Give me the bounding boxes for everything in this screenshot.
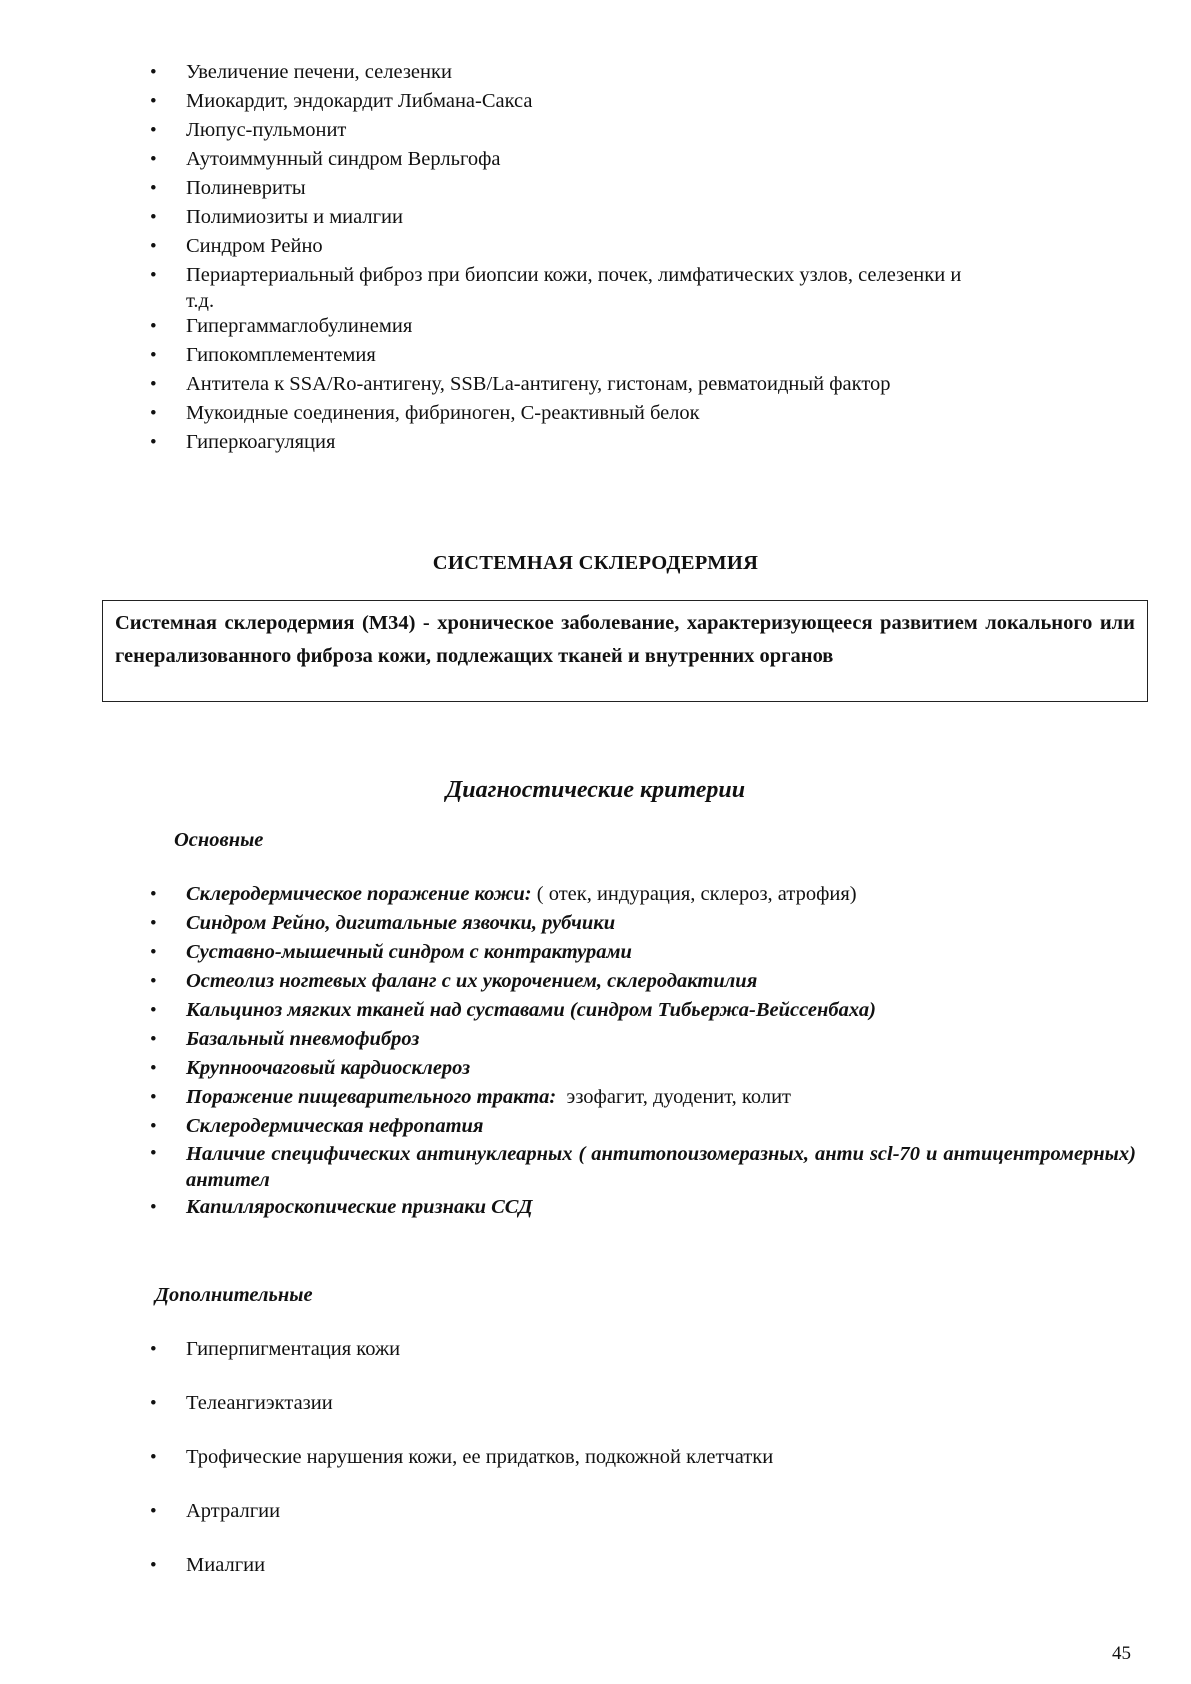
criteria-item	[150, 938, 1136, 967]
main-criteria-list	[150, 880, 1136, 1222]
criteria-item-emphasis: Синдром Рейно, дигитальные язвочки, рубчики	[186, 912, 616, 934]
criteria-item	[150, 967, 1136, 996]
bullet-icon: •	[150, 91, 157, 112]
criteria-item-emphasis: Базальный пневмофиброз	[186, 1028, 420, 1050]
bullet-icon: •	[150, 1339, 157, 1360]
criteria-item-emphasis: Склеродермическое поражение кожи:	[186, 883, 532, 905]
list-item-text: Синдром Рейно	[186, 235, 323, 257]
criteria-item-emphasis: Поражение пищеварительного тракта:	[186, 1086, 557, 1108]
list-item-text: Полиневриты	[186, 177, 306, 199]
bullet-icon: •	[150, 403, 157, 424]
criteria-item	[150, 1193, 1136, 1222]
criteria-item-text: Трофические нарушения кожи, ее придатков, подкожной клетчатки	[186, 1446, 774, 1468]
list-item	[150, 174, 1136, 203]
main-criteria-heading: Основные	[174, 829, 264, 851]
list-item	[150, 145, 1136, 174]
criteria-item-text: ( отек, индурация, склероз, атрофия)	[531, 883, 857, 905]
bullet-icon: •	[150, 178, 157, 199]
criteria-item-emphasis: Наличие специфических антинуклеарных ( антитопоизомеразных, анти scl-70 и антицентромерных) антител	[186, 1143, 1136, 1191]
criteria-item-text: эзофагит, дуоденит, колит	[556, 1086, 791, 1108]
criteria-item	[150, 1083, 1136, 1112]
list-item	[150, 87, 1136, 116]
list-item	[150, 203, 1136, 232]
list-item-text: Гипокомплементемия	[186, 344, 376, 366]
bullet-icon: •	[150, 942, 157, 963]
definition-box: Системная склеродермия (М34) - хроническое заболевание, характеризующееся развитием локального или генерализованного фиброза кожи, подлежащих тканей и внутренних органов	[102, 600, 1148, 702]
list-item-text: Периартериальный фиброз при биопсии кожи, почек, лимфатических узлов, селезенки и	[186, 264, 962, 286]
criteria-item	[150, 1141, 1136, 1193]
criteria-item	[150, 1025, 1136, 1054]
list-item-continuation: т.д.	[186, 290, 215, 312]
bullet-icon: •	[150, 374, 157, 395]
list-item-text: Миокардит, эндокардит Либмана-Сакса	[186, 90, 533, 112]
list-item	[150, 341, 1136, 370]
bullet-icon: •	[150, 1000, 157, 1021]
list-item-text: Антитела к SSA/Ro-антигену, SSB/La-антигену, гистонам, ревматоидный фактор	[186, 373, 891, 395]
list-item-text: Гиперкоагуляция	[186, 431, 336, 453]
criteria-item	[150, 880, 1136, 909]
criteria-item	[150, 1497, 1136, 1526]
page-number: 45	[1112, 1643, 1131, 1664]
bullet-icon: •	[150, 265, 157, 286]
criteria-item	[150, 909, 1136, 938]
bullet-icon: •	[150, 1393, 157, 1414]
bullet-icon: •	[150, 207, 157, 228]
section-title: СИСТЕМНАЯ СКЛЕРОДЕРМИЯ	[432, 552, 759, 574]
list-item	[150, 116, 1136, 145]
bullet-icon: •	[150, 432, 157, 453]
criteria-item-emphasis: Капилляроскопические признаки ССД	[186, 1196, 533, 1218]
bullet-icon: •	[150, 62, 157, 83]
criteria-item	[150, 1443, 1136, 1472]
criteria-item	[150, 1112, 1136, 1141]
criteria-item	[150, 1054, 1136, 1083]
criteria-item-emphasis: Остеолиз ногтевых фаланг с их укорочением, склеродактилия	[186, 970, 758, 992]
list-item	[150, 370, 1136, 399]
bullet-icon: •	[150, 1447, 157, 1468]
criteria-item	[150, 1335, 1136, 1364]
bullet-icon: •	[150, 1087, 157, 1108]
criteria-item-emphasis: Суставно-мышечный синдром с контрактурами	[186, 941, 632, 963]
bullet-icon: •	[150, 913, 157, 934]
criteria-item-emphasis: Крупноочаговый кардиосклероз	[186, 1057, 471, 1079]
list-item	[150, 261, 1136, 312]
criteria-item-text: Гиперпигментация кожи	[186, 1338, 401, 1360]
list-item-text: Гипергаммаглобулинемия	[186, 315, 413, 337]
list-item-text: Люпус-пульмонит	[186, 119, 347, 141]
bullet-icon: •	[150, 345, 157, 366]
bullet-icon: •	[150, 884, 157, 905]
list-item	[150, 58, 1136, 87]
list-item-text: Полимиозиты и миалгии	[186, 206, 404, 228]
bullet-icon: •	[150, 120, 157, 141]
criteria-item-text: Телеангиэктазии	[186, 1392, 333, 1414]
list-item-text: Мукоидные соединения, фибриноген, С-реактивный белок	[186, 402, 700, 424]
bullet-icon: •	[150, 1143, 157, 1164]
criteria-item-text: Миалгии	[186, 1554, 266, 1576]
extra-criteria-list	[150, 1335, 1136, 1605]
findings-list	[150, 58, 1136, 457]
criteria-item-emphasis: Склеродермическая нефропатия	[186, 1115, 484, 1137]
criteria-item	[150, 996, 1136, 1025]
bullet-icon: •	[150, 971, 157, 992]
list-item	[150, 312, 1136, 341]
criteria-item-emphasis: Кальциноз мягких тканей над суставами (синдром Тибьержа-Вейссенбаха)	[186, 999, 876, 1021]
extra-criteria-heading: Дополнительные	[155, 1284, 313, 1306]
bullet-icon: •	[150, 1029, 157, 1050]
list-item-text: Аутоиммунный синдром Верльгофа	[186, 148, 501, 170]
list-item-text: Увеличение печени, селезенки	[186, 61, 452, 83]
criteria-item	[150, 1389, 1136, 1418]
bullet-icon: •	[150, 1197, 157, 1218]
list-item	[150, 399, 1136, 428]
criteria-item-text: Артралгии	[186, 1500, 281, 1522]
bullet-icon: •	[150, 1058, 157, 1079]
criteria-heading: Диагностические критерии	[445, 777, 746, 803]
bullet-icon: •	[150, 316, 157, 337]
list-item	[150, 428, 1136, 457]
bullet-icon: •	[150, 149, 157, 170]
bullet-icon: •	[150, 1116, 157, 1137]
criteria-item	[150, 1551, 1136, 1580]
bullet-icon: •	[150, 236, 157, 257]
bullet-icon: •	[150, 1501, 157, 1522]
bullet-icon: •	[150, 1555, 157, 1576]
list-item	[150, 232, 1136, 261]
